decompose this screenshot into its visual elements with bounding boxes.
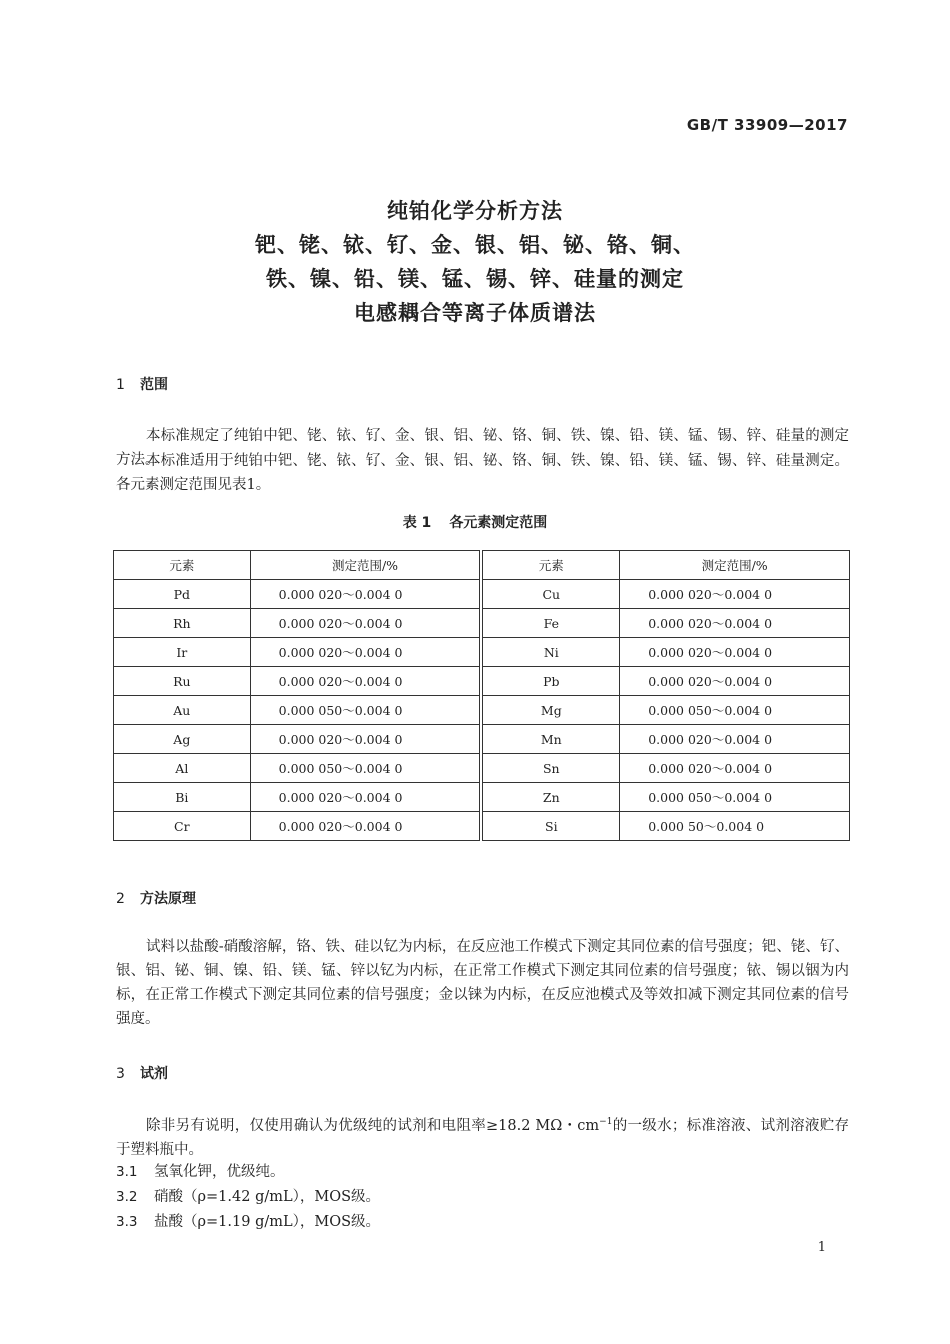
element-cell: Ni xyxy=(481,638,619,667)
element-cell: Ag xyxy=(114,725,251,754)
table-title: 各元素测定范围 xyxy=(449,515,548,531)
element-range-table xyxy=(113,550,850,841)
title-line-3: 铁、镍、铅、镁、锰、锡、锌、硅量的测定 xyxy=(266,267,684,291)
section-1-heading xyxy=(116,374,168,394)
list-item xyxy=(116,1185,380,1206)
element-cell: Zn xyxy=(481,783,619,812)
section-2-paragraph xyxy=(116,935,849,1031)
title-line-4: 电感耦合等离子体质谱法 xyxy=(354,301,596,325)
paragraph-text: 本标准规定了纯铂中钯、铑、铱、钌、金、银、铝、铋、铬、铜、铁、镍、铅、镁、锰、锡、锌、硅量的测定方法。 xyxy=(116,428,849,468)
section-number: 1 xyxy=(116,377,125,393)
range-cell: 0.000 020～0.004 0 xyxy=(250,609,481,638)
title-line-1: 纯铂化学分析方法 xyxy=(387,199,563,223)
paragraph-text-b: 的一级水；标准溶液、试剂溶液贮存于塑料瓶中。 xyxy=(116,1117,849,1158)
document-title xyxy=(0,194,950,330)
table-row xyxy=(114,580,850,609)
range-cell: 0.000 020～0.004 0 xyxy=(620,609,850,638)
title-line-2: 钯、铑、铱、钌、金、银、铝、铋、铬、铜、 xyxy=(255,233,695,257)
superscript: −1 xyxy=(599,1117,613,1127)
section-title: 方法原理 xyxy=(140,891,196,907)
section-3-paragraph xyxy=(116,1110,849,1162)
range-cell: 0.000 050～0.004 0 xyxy=(620,696,850,725)
table-number: 表 1 xyxy=(402,515,432,531)
list-item xyxy=(116,1210,380,1231)
range-cell: 0.000 020～0.004 0 xyxy=(620,754,850,783)
table-caption xyxy=(0,512,950,532)
range-cell: 0.000 020～0.004 0 xyxy=(250,725,481,754)
element-cell: Cr xyxy=(114,812,251,841)
item-number: 3.3 xyxy=(116,1214,138,1230)
section-number: 2 xyxy=(116,891,125,907)
element-cell: Pd xyxy=(114,580,251,609)
column-header-range: 测定范围/% xyxy=(250,551,481,580)
table-row xyxy=(114,696,850,725)
element-cell: Bi xyxy=(114,783,251,812)
section-2-heading xyxy=(116,888,196,908)
range-cell: 0.000 020～0.004 0 xyxy=(250,667,481,696)
paragraph-text-a: 除非另有说明，仅使用确认为优级纯的试剂和电阻率≥18.2 MΩ・cm xyxy=(146,1117,600,1134)
item-text: 氢氧化钾，优级纯。 xyxy=(154,1164,285,1180)
range-cell: 0.000 020～0.004 0 xyxy=(620,725,850,754)
element-cell: Sn xyxy=(481,754,619,783)
range-cell: 0.000 050～0.004 0 xyxy=(620,783,850,812)
element-cell: Au xyxy=(114,696,251,725)
column-header-element: 元素 xyxy=(114,551,251,580)
page-number: 1 xyxy=(817,1240,826,1255)
range-cell: 0.000 020～0.004 0 xyxy=(250,783,481,812)
range-cell: 0.000 020～0.004 0 xyxy=(250,812,481,841)
table-row xyxy=(114,609,850,638)
range-cell: 0.000 050～0.004 0 xyxy=(250,696,481,725)
item-text: 盐酸（ρ=1.19 g/mL），MOS级。 xyxy=(154,1214,381,1230)
table-row xyxy=(114,725,850,754)
item-text: 硝酸（ρ=1.42 g/mL），MOS级。 xyxy=(154,1189,381,1205)
range-cell: 0.000 020～0.004 0 xyxy=(250,580,481,609)
section-number: 3 xyxy=(116,1066,125,1082)
section-title: 试剂 xyxy=(140,1066,168,1082)
standard-code: GB/T 33909—2017 xyxy=(686,116,848,134)
range-cell: 0.000 020～0.004 0 xyxy=(620,638,850,667)
paragraph-text xyxy=(116,1110,849,1162)
range-cell: 0.000 50～0.004 0 xyxy=(620,812,850,841)
paragraph-text: 本标准适用于纯铂中钯、铑、铱、钌、金、银、铝、铋、铬、铜、铁、镍、铅、镁、锰、锡、锌、硅量测定。各元素测定范围见表1。 xyxy=(116,453,849,493)
section-3-heading xyxy=(116,1063,168,1083)
element-cell: Si xyxy=(481,812,619,841)
item-number: 3.1 xyxy=(116,1164,138,1180)
element-cell: Ru xyxy=(114,667,251,696)
section-1-paragraph-2 xyxy=(116,449,849,497)
table-header-row xyxy=(114,551,850,580)
table-row xyxy=(114,783,850,812)
table-row xyxy=(114,812,850,841)
element-cell: Mg xyxy=(481,696,619,725)
table-row xyxy=(114,638,850,667)
item-number: 3.2 xyxy=(116,1189,138,1205)
table-row xyxy=(114,667,850,696)
column-header-range: 测定范围/% xyxy=(620,551,850,580)
list-item xyxy=(116,1160,285,1181)
element-cell: Mn xyxy=(481,725,619,754)
element-cell: Cu xyxy=(481,580,619,609)
element-cell: Pb xyxy=(481,667,619,696)
range-cell: 0.000 050～0.004 0 xyxy=(250,754,481,783)
paragraph-text: 试料以盐酸-硝酸溶解，铬、铁、硅以钇为内标，在反应池工作模式下测定其同位素的信号强度；钯、铑、钌、银、铝、铋、铜、镍、铅、镁、锰、锌以钇为内标，在正常工作模式下测定其同位素的信号强度；铱、锡以铟为内标，在正常工作模式下测定其同位素的信号强度；金以铼为内标，在反应池模式及等效扣减下测定其同位素的信号强度。 xyxy=(116,939,849,1027)
element-cell: Rh xyxy=(114,609,251,638)
range-cell: 0.000 020～0.004 0 xyxy=(620,667,850,696)
element-cell: Ir xyxy=(114,638,251,667)
table-row xyxy=(114,754,850,783)
element-cell: Al xyxy=(114,754,251,783)
column-header-element: 元素 xyxy=(481,551,619,580)
range-cell: 0.000 020～0.004 0 xyxy=(250,638,481,667)
section-title: 范围 xyxy=(140,377,168,393)
element-cell: Fe xyxy=(481,609,619,638)
range-cell: 0.000 020～0.004 0 xyxy=(620,580,850,609)
